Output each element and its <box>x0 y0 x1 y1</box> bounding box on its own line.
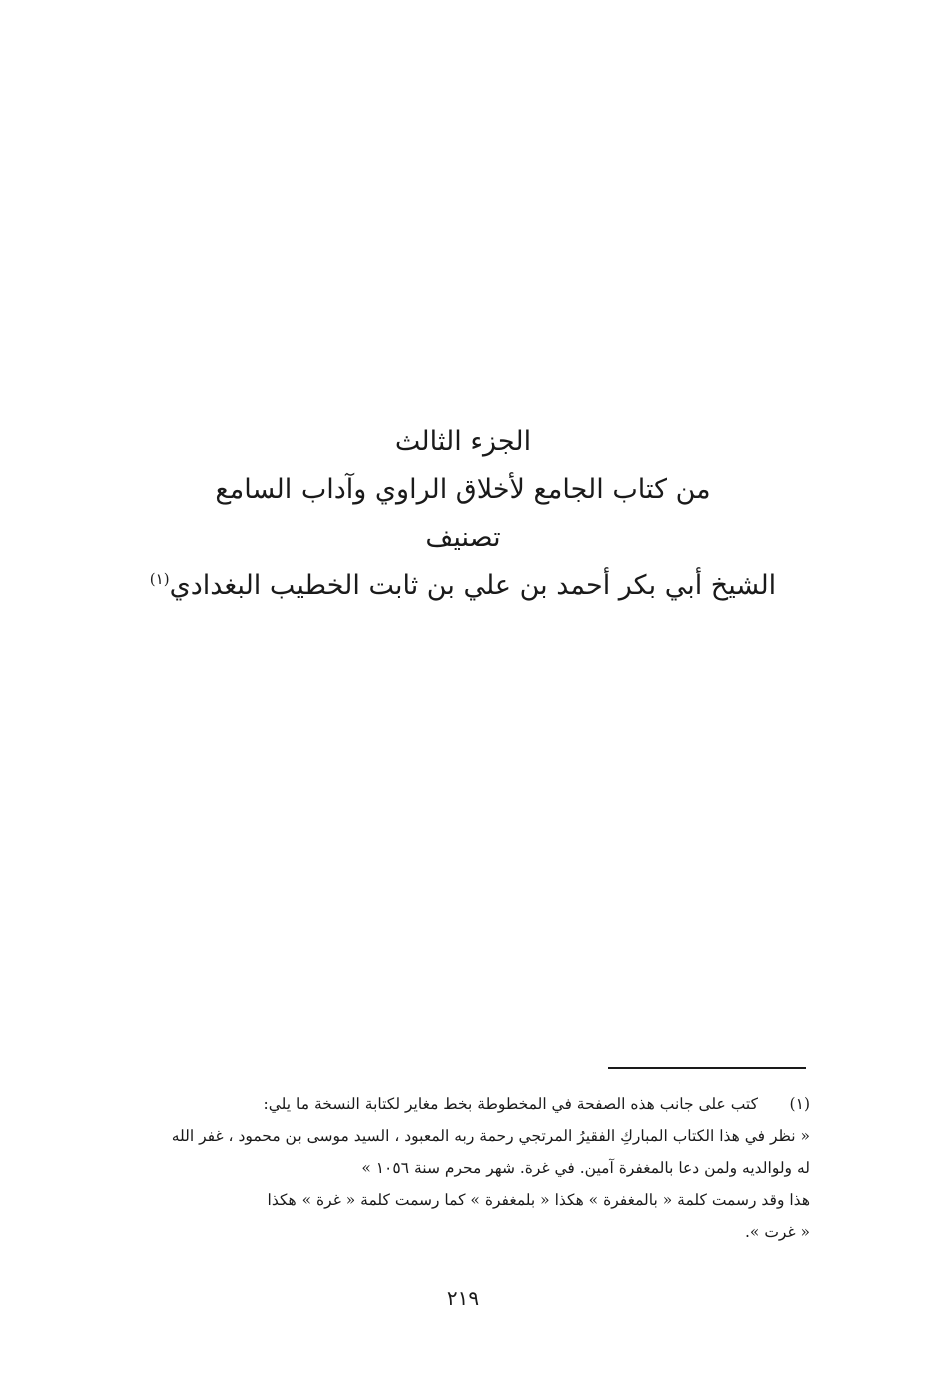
title-block <box>0 418 926 610</box>
footnote-line: له ولوالديه ولمن دعا بالمغفرة آمين. في غرة. شهر محرم سنة ١٠٥٦ » <box>361 1159 810 1177</box>
footnote-line: كتب على جانب هذه الصفحة في المخطوطة بخط مغاير لكتابة النسخة ما يلي: <box>263 1095 758 1113</box>
footnote-body <box>110 1088 810 1248</box>
footnote-marker: (١) <box>789 1095 810 1113</box>
page-number: ٢١٩ <box>446 1286 480 1310</box>
footnote-reference: (١) <box>149 570 170 588</box>
author-name <box>0 562 926 610</box>
book-title: من كتاب الجامع لأخلاق الراوي وآداب السامع <box>215 474 711 505</box>
footnote-line: « نظر في هذا الكتاب المباركِ الفقيرُ المرتجي رحمة ربه المعبود ، السيد موسى بن محمود ، غفر الله <box>171 1127 810 1145</box>
footnote-divider <box>608 1067 806 1069</box>
authorship-label: تصنيف <box>425 522 501 553</box>
volume-heading: الجزء الثالث <box>394 426 532 457</box>
footnote-line: « غرت ». <box>745 1223 810 1241</box>
footnote-line: هذا وقد رسمت كلمة « بالمغفرة » هكذا « بلمغفرة » كما رسمت كلمة « غرة » هكذا <box>267 1191 810 1209</box>
footnote <box>110 1088 810 1248</box>
author-name-text: الشيخ أبي بكر أحمد بن علي بن ثابت الخطيب البغدادي <box>169 570 777 601</box>
